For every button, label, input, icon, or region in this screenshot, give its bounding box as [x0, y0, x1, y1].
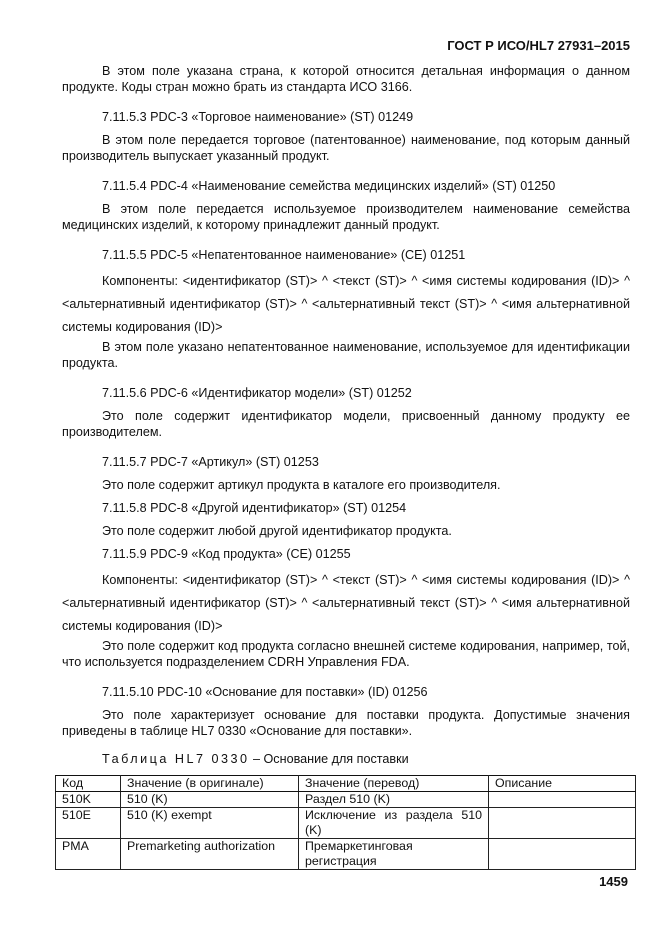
table-row: [56, 808, 636, 839]
cell-original-value: Premarketing authorization: [121, 839, 299, 870]
table-row: [56, 839, 636, 870]
cell-code: PMA: [56, 839, 121, 870]
paragraph: Это поле характеризует основание для поставки продукта. Допустимые значения приведены в таблице HL7 0330 «Основание для поставки».: [62, 708, 630, 738]
paragraph: В этом поле указано непатентованное наименование, используемое для идентификации продукта.: [62, 340, 630, 370]
cell-original-value: 510 (K) exempt: [121, 808, 299, 839]
section-heading: 7.11.5.3 PDC-3 «Торговое наименование» (ST) 01249: [102, 110, 414, 124]
header-translated-value: Значение (перевод): [299, 776, 489, 792]
cell-code: 510K: [56, 792, 121, 808]
section-heading: 7.11.5.7 PDC-7 «Артикул» (ST) 01253: [102, 455, 319, 469]
table-caption-title: Основание для поставки: [263, 752, 409, 766]
page-number: 1459: [599, 874, 628, 889]
section-heading: 7.11.5.8 PDC-8 «Другой идентификатор» (ST) 01254: [102, 501, 407, 515]
table-caption: [102, 752, 409, 766]
cell-description: [489, 792, 636, 808]
paragraph: В этом поле указана страна, к которой относится детальная информация о данном продукте. Коды стран можно брать из стандарта ИСО 3166.: [62, 64, 630, 94]
cell-translated-value: Исключение из раздела 510 (K): [299, 808, 489, 839]
header-description: Описание: [489, 776, 636, 792]
paragraph: Компоненты: <идентификатор (ST)> ^ <текст (ST)> ^ <имя системы кодирования (ID)> ^ <альтернативный идентификатор (ST)> ^ <альтернативный текст (ST)> ^ <имя альтернативной системы кодирования (ID)>: [62, 274, 630, 334]
section-heading: 7.11.5.6 PDC-6 «Идентификатор модели» (ST) 01252: [102, 386, 412, 400]
cell-code: 510E: [56, 808, 121, 839]
paragraph: Это поле содержит идентификатор модели, присвоенный данному продукту ее производителем.: [62, 409, 630, 439]
header-code: Код: [56, 776, 121, 792]
section-heading: 7.11.5.9 PDC-9 «Код продукта» (CE) 01255: [102, 547, 351, 561]
cell-translated-value: Раздел 510 (K): [299, 792, 489, 808]
document-header: ГОСТ Р ИСО/HL7 27931–2015: [447, 38, 630, 53]
cell-translated-value: Премаркетинговая регистрация: [299, 839, 489, 870]
paragraph: В этом поле передается торговое (патентованное) наименование, под которым данный производитель выпускает указанный продукт.: [62, 133, 630, 163]
section-heading: 7.11.5.4 PDC-4 «Наименование семейства медицинских изделий» (ST) 01250: [102, 179, 556, 193]
table-caption-dash: –: [253, 752, 261, 766]
paragraph: В этом поле передается используемое производителем наименование семейства медицинских изделий, к которому принадлежит данный продукт.: [62, 202, 630, 232]
section-heading: 7.11.5.5 PDC-5 «Непатентованное наименование» (CE) 01251: [102, 248, 466, 262]
paragraph: Это поле содержит артикул продукта в каталоге его производителя.: [102, 478, 501, 492]
header-original-value: Значение (в оригинале): [121, 776, 299, 792]
cell-description: [489, 808, 636, 839]
supply-basis-table: [55, 775, 636, 870]
table-caption-prefix: Таблица HL7 0330: [102, 752, 250, 766]
paragraph: Это поле содержит любой другой идентификатор продукта.: [102, 524, 452, 538]
paragraph: Компоненты: <идентификатор (ST)> ^ <текст (ST)> ^ <имя системы кодирования (ID)> ^ <альтернативный идентификатор (ST)> ^ <альтернативный текст (ST)> ^ <имя альтернативной системы кодирования (ID)>: [62, 573, 630, 633]
table-row: [56, 792, 636, 808]
table-header-row: [56, 776, 636, 792]
section-heading: 7.11.5.10 PDC-10 «Основание для поставки» (ID) 01256: [102, 685, 428, 699]
cell-description: [489, 839, 636, 870]
paragraph: Это поле содержит код продукта согласно внешней системе кодирования, например, той, что используется подразделением CDRH Управления FDA.: [62, 639, 630, 669]
cell-original-value: 510 (K): [121, 792, 299, 808]
